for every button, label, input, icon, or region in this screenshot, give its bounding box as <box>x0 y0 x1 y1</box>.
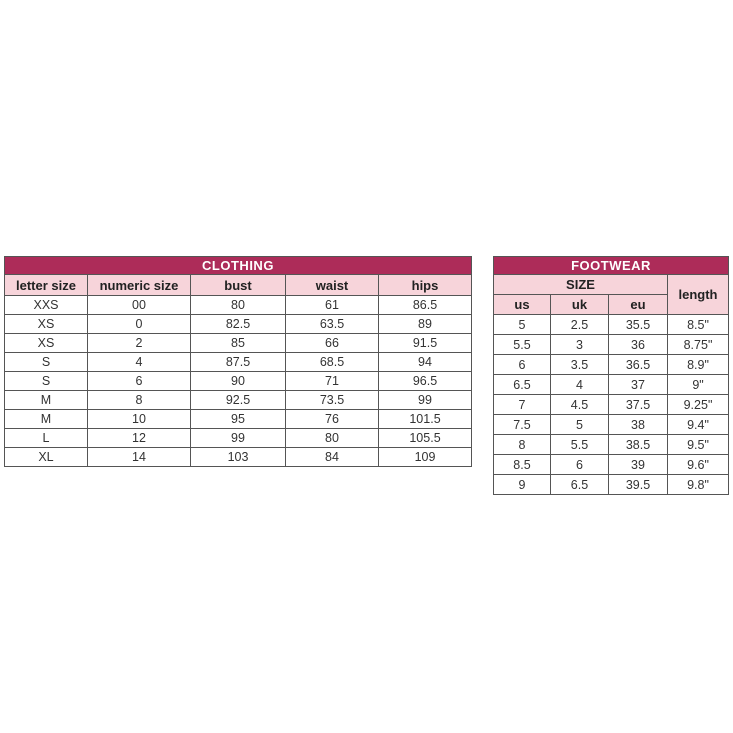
table-cell: 85 <box>191 334 286 353</box>
table-cell: XS <box>5 334 88 353</box>
table-cell: 8 <box>494 435 551 455</box>
table-cell: 39 <box>609 455 668 475</box>
table-cell: XXS <box>5 296 88 315</box>
table-cell: L <box>5 429 88 448</box>
table-cell: 8.75" <box>668 335 729 355</box>
table-cell: 38.5 <box>609 435 668 455</box>
table-cell: 9" <box>668 375 729 395</box>
table-cell: 37.5 <box>609 395 668 415</box>
table-row <box>494 335 729 355</box>
table-cell: 9.25" <box>668 395 729 415</box>
table-cell: 6.5 <box>551 475 609 495</box>
clothing-title: CLOTHING <box>5 257 472 275</box>
footwear-size-group-row <box>494 275 729 295</box>
table-row <box>5 448 472 467</box>
table-cell: S <box>5 372 88 391</box>
footwear-title-band <box>494 257 729 275</box>
table-cell: 80 <box>286 429 379 448</box>
table-cell: 2.5 <box>551 315 609 335</box>
table-cell: 36.5 <box>609 355 668 375</box>
table-cell: 5.5 <box>494 335 551 355</box>
table-row <box>494 315 729 335</box>
table-cell: 84 <box>286 448 379 467</box>
table-row <box>494 395 729 415</box>
column-header-waist: waist <box>286 275 379 296</box>
table-cell: 99 <box>379 391 472 410</box>
clothing-header-row <box>5 275 472 296</box>
table-cell: 35.5 <box>609 315 668 335</box>
table-cell: S <box>5 353 88 372</box>
table-cell: 6 <box>88 372 191 391</box>
table-row <box>5 410 472 429</box>
clothing-title-band <box>5 257 472 275</box>
table-cell: 109 <box>379 448 472 467</box>
column-header-numeric-size: numeric size <box>88 275 191 296</box>
table-cell: M <box>5 391 88 410</box>
column-header-length: length <box>668 275 729 315</box>
table-cell: 82.5 <box>191 315 286 334</box>
table-cell: 00 <box>88 296 191 315</box>
table-cell: 5 <box>494 315 551 335</box>
table-cell: 6 <box>494 355 551 375</box>
table-cell: 94 <box>379 353 472 372</box>
table-cell: 68.5 <box>286 353 379 372</box>
table-cell: 73.5 <box>286 391 379 410</box>
table-cell: 80 <box>191 296 286 315</box>
table-cell: 6.5 <box>494 375 551 395</box>
table-cell: 9 <box>494 475 551 495</box>
table-cell: XL <box>5 448 88 467</box>
table-cell: 9.5" <box>668 435 729 455</box>
table-cell: 10 <box>88 410 191 429</box>
table-cell: 90 <box>191 372 286 391</box>
table-cell: 37 <box>609 375 668 395</box>
table-cell: 0 <box>88 315 191 334</box>
clothing-table-body <box>5 296 472 467</box>
table-row <box>5 391 472 410</box>
table-cell: 105.5 <box>379 429 472 448</box>
table-cell: 91.5 <box>379 334 472 353</box>
table-cell: 71 <box>286 372 379 391</box>
table-cell: 8.5" <box>668 315 729 335</box>
table-cell: 66 <box>286 334 379 353</box>
table-cell: 14 <box>88 448 191 467</box>
table-cell: 7.5 <box>494 415 551 435</box>
table-cell: 86.5 <box>379 296 472 315</box>
table-cell: 92.5 <box>191 391 286 410</box>
table-cell: XS <box>5 315 88 334</box>
table-cell: 61 <box>286 296 379 315</box>
column-header-bust: bust <box>191 275 286 296</box>
table-cell: 103 <box>191 448 286 467</box>
table-row <box>5 315 472 334</box>
table-row <box>5 372 472 391</box>
table-cell: 8.5 <box>494 455 551 475</box>
table-cell: 8 <box>88 391 191 410</box>
table-cell: 9.8" <box>668 475 729 495</box>
table-cell: 4 <box>88 353 191 372</box>
table-cell: 8.9" <box>668 355 729 375</box>
column-header-us: us <box>494 295 551 315</box>
table-cell: 2 <box>88 334 191 353</box>
table-cell: 5.5 <box>551 435 609 455</box>
table-cell: 39.5 <box>609 475 668 495</box>
table-cell: M <box>5 410 88 429</box>
table-cell: 87.5 <box>191 353 286 372</box>
footwear-size-table <box>493 256 729 495</box>
table-row <box>494 355 729 375</box>
table-cell: 76 <box>286 410 379 429</box>
footwear-table-body <box>494 315 729 495</box>
table-cell: 38 <box>609 415 668 435</box>
table-cell: 36 <box>609 335 668 355</box>
table-cell: 89 <box>379 315 472 334</box>
table-cell: 4.5 <box>551 395 609 415</box>
table-cell: 3.5 <box>551 355 609 375</box>
table-cell: 4 <box>551 375 609 395</box>
column-header-letter-size: letter size <box>5 275 88 296</box>
table-row <box>494 415 729 435</box>
table-cell: 9.4" <box>668 415 729 435</box>
table-row <box>494 435 729 455</box>
table-cell: 101.5 <box>379 410 472 429</box>
column-header-hips: hips <box>379 275 472 296</box>
table-cell: 96.5 <box>379 372 472 391</box>
clothing-size-table <box>4 256 472 467</box>
column-header-eu: eu <box>609 295 668 315</box>
table-cell: 3 <box>551 335 609 355</box>
table-cell: 95 <box>191 410 286 429</box>
table-row <box>5 429 472 448</box>
footwear-title: FOOTWEAR <box>494 257 729 275</box>
column-header-uk: uk <box>551 295 609 315</box>
table-cell: 99 <box>191 429 286 448</box>
table-row <box>494 375 729 395</box>
table-cell: 5 <box>551 415 609 435</box>
table-row <box>5 353 472 372</box>
table-row <box>5 334 472 353</box>
table-cell: 63.5 <box>286 315 379 334</box>
table-row <box>494 455 729 475</box>
table-cell: 12 <box>88 429 191 448</box>
table-row <box>5 296 472 315</box>
table-cell: 7 <box>494 395 551 415</box>
table-cell: 9.6" <box>668 455 729 475</box>
size-group-header: SIZE <box>494 275 668 295</box>
table-row <box>494 475 729 495</box>
table-cell: 6 <box>551 455 609 475</box>
